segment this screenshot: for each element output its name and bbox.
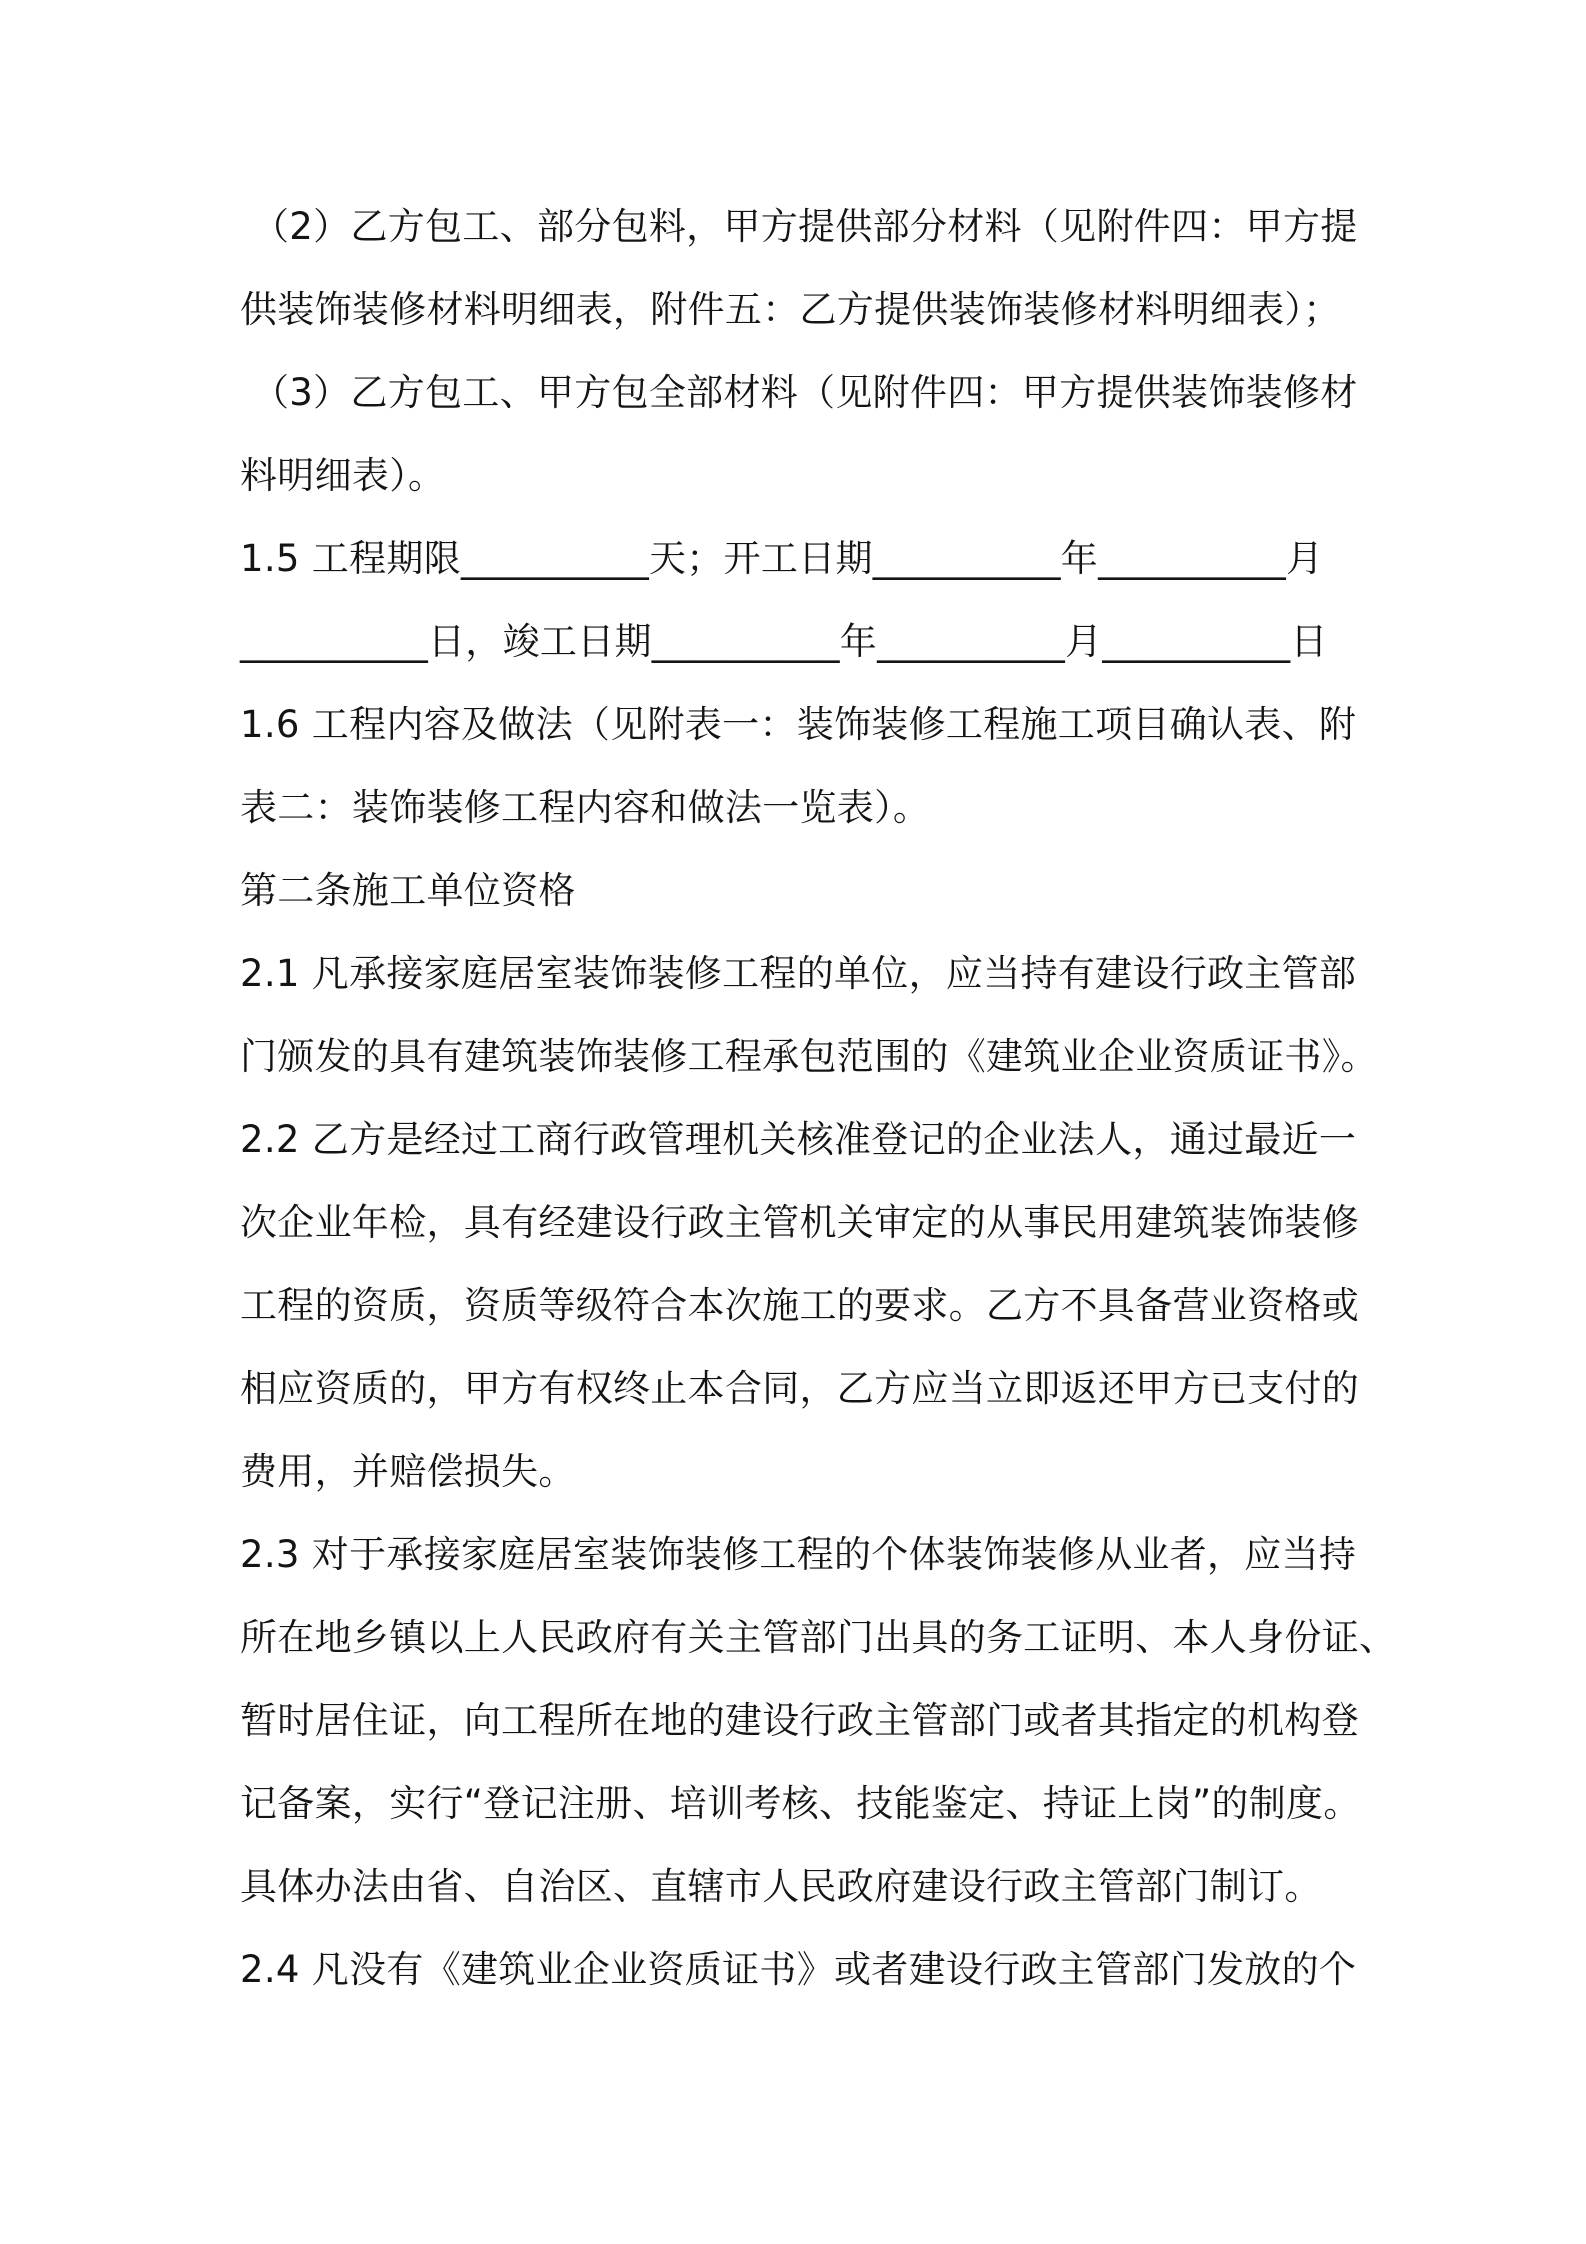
article-2-heading: 第二条施工单位资格 [240,869,576,912]
clause-1-4-option-3-line-2: 料明细表）。 [240,454,446,497]
clause-2-2-line-1: 2.2 乙方是经过工商行政管理机关核准登记的企业法人，通过最近一 [240,1118,1357,1161]
clause-2-3-line-2: 所在地乡镇以上人民政府有关主管部门出具的务工证明、本人身份证、 [240,1616,1397,1659]
clause-2-3-line-1: 2.3 对于承接家庭居室装饰装修工程的个体装饰装修从业者，应当持 [240,1533,1357,1576]
clause-2-4-line-1: 2.4 凡没有《建筑业企业资质证书》或者建设行政主管部门发放的个 [240,1948,1357,1991]
clause-1-5-line-2: __________日，竣工日期__________年__________月__________日 [240,620,1328,663]
clause-2-3-line-5: 具体办法由省、自治区、直辖市人民政府建设行政主管部门制订。 [240,1865,1322,1908]
clause-1-4-option-2-line-1: （2）乙方包工、部分包料，甲方提供部分材料（见附件四：甲方提 [252,205,1358,248]
clause-1-6-line-2: 表二：装饰装修工程内容和做法一览表）。 [240,786,931,829]
clause-1-5-line-1: 1.5 工程期限__________天；开工日期__________年__________月 [240,537,1324,580]
clause-2-1-line-2: 门颁发的具有建筑装饰装修工程承包范围的《建筑业企业资质证书》。 [240,1035,1378,1078]
clause-2-2-line-3: 工程的资质，资质等级符合本次施工的要求。乙方不具备营业资格或 [240,1284,1359,1327]
clause-1-6-line-1: 1.6 工程内容及做法（见附表一：装饰装修工程施工项目确认表、附 [240,703,1357,746]
clause-2-2-line-4: 相应资质的，甲方有权终止本合同，乙方应当立即返还甲方已支付的 [240,1367,1359,1410]
clause-2-2-line-5: 费用，并赔偿损失。 [240,1450,576,1493]
clause-2-3-line-4: 记备案，实行“登记注册、培训考核、技能鉴定、持证上岗”的制度。 [240,1782,1361,1825]
clause-2-1-line-1: 2.1 凡承接家庭居室装饰装修工程的单位，应当持有建设行政主管部 [240,952,1357,995]
clause-1-4-option-3-line-1: （3）乙方包工、甲方包全部材料（见附件四：甲方提供装饰装修材 [252,371,1358,414]
clause-2-3-line-3: 暂时居住证，向工程所在地的建设行政主管部门或者其指定的机构登 [240,1699,1359,1742]
clause-1-4-option-2-line-2: 供装饰装修材料明细表，附件五：乙方提供装饰装修材料明细表）； [240,288,1341,331]
clause-2-2-line-2: 次企业年检，具有经建设行政主管机关审定的从事民用建筑装饰装修 [240,1201,1359,1244]
